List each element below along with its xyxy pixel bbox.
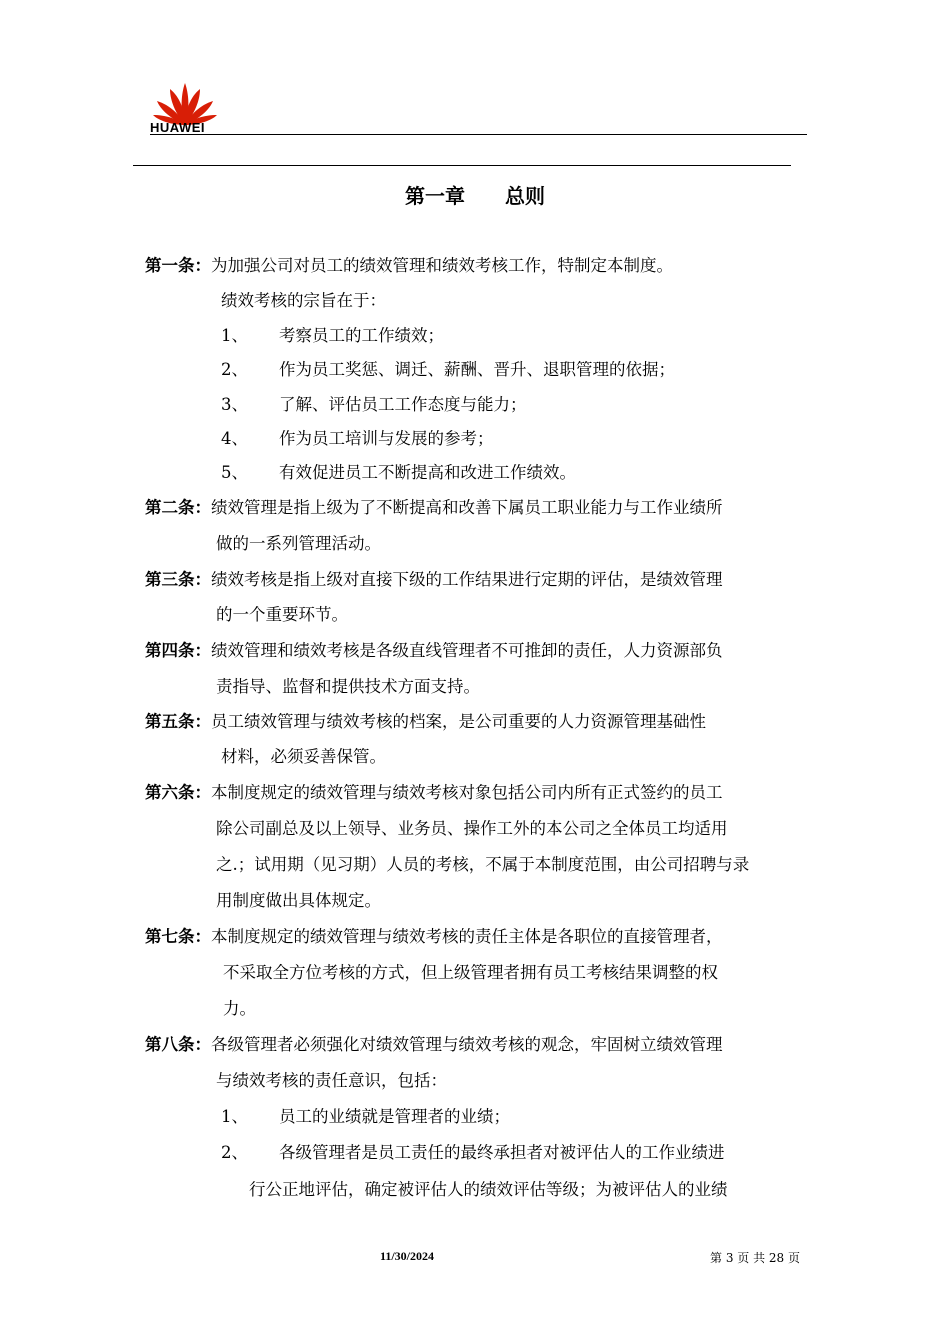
article-1 <box>145 255 673 277</box>
article-label: 第七条： <box>145 927 211 946</box>
article-text: 绩效管理是指上级为了不断提高和改善下属员工职业能力与工作业绩所 <box>211 498 723 517</box>
article-8 <box>145 1034 723 1056</box>
chapter-title: 总则 <box>505 184 545 208</box>
article-text-cont: 除公司副总及以上领导、业务员、操作工外的本公司之全体员工均适用 <box>216 819 728 838</box>
article-text-cont: 责指导、监督和提供技术方面支持。 <box>216 677 480 696</box>
article-label: 第三条： <box>145 570 211 589</box>
article-2 <box>145 497 723 519</box>
list-item-text: 作为员工培训与发展的参考； <box>279 429 494 448</box>
list-item <box>221 359 675 381</box>
list-item-text: 了解、评估员工工作态度与能力； <box>279 395 527 414</box>
list-item-text: 作为员工奖惩、调迁、薪酬、晋升、退职管理的依据； <box>279 360 675 379</box>
list-item-text: 员工的业绩就是管理者的业绩； <box>279 1107 510 1126</box>
article-text-cont: 做的一系列管理活动。 <box>216 534 381 553</box>
article-4 <box>145 640 723 662</box>
list-item-number: 4、 <box>221 429 248 448</box>
article-text-cont: 的一个重要环节。 <box>216 605 348 624</box>
article-text-cont: 力。 <box>223 999 256 1018</box>
article-3 <box>145 569 723 591</box>
article-text: 员工绩效管理与绩效考核的档案，是公司重要的人力资源管理基础性 <box>211 712 706 731</box>
list-item-number: 1、 <box>221 326 248 345</box>
page-number: 第 3 页 共 28 页 <box>710 1251 800 1265</box>
article-label: 第四条： <box>145 641 211 660</box>
article-6 <box>145 782 723 804</box>
article-text-cont: 不采取全方位考核的方式，但上级管理者拥有员工考核结果调整的权 <box>223 963 718 982</box>
list-item-number: 2、 <box>221 1143 248 1162</box>
header-rule <box>150 134 807 135</box>
article-label: 第二条： <box>145 498 211 517</box>
list-item <box>221 428 494 450</box>
article-5 <box>145 711 706 733</box>
article-text: 绩效管理和绩效考核是各级直线管理者不可推卸的责任，人力资源部负 <box>211 641 723 660</box>
list-item-text: 各级管理者是员工责任的最终承担者对被评估人的工作业绩进 <box>279 1143 725 1162</box>
list-item <box>221 325 444 347</box>
article-label: 第八条： <box>145 1035 211 1054</box>
list-item-number: 5、 <box>221 463 248 482</box>
list-item <box>221 1106 510 1128</box>
list-item <box>221 1142 725 1164</box>
header-rule-secondary <box>133 165 791 166</box>
article-text: 为加强公司对员工的绩效管理和绩效考核工作，特制定本制度。 <box>211 256 673 275</box>
article-7 <box>145 926 723 948</box>
list-item-number: 3、 <box>221 395 248 414</box>
logo-wordmark: HUAWEI <box>150 120 205 135</box>
list-item <box>221 394 527 416</box>
list-item-number: 2、 <box>221 360 248 379</box>
article-text: 本制度规定的绩效管理与绩效考核的责任主体是各职位的直接管理者， <box>211 927 723 946</box>
article-text: 绩效考核是指上级对直接下级的工作结果进行定期的评估，是绩效管理 <box>211 570 723 589</box>
chapter-heading <box>0 180 950 209</box>
list-item-text: 考察员工的工作绩效； <box>279 326 444 345</box>
article-label: 第六条： <box>145 783 211 802</box>
article-text-cont: 之.；试用期（见习期）人员的考核，不属于本制度范围，由公司招聘与录 <box>216 855 750 874</box>
article-text: 各级管理者必须强化对绩效管理与绩效考核的观念，牢固树立绩效管理 <box>211 1035 723 1054</box>
list-item <box>221 462 576 484</box>
list-item-number: 1、 <box>221 1107 248 1126</box>
article-text-cont: 用制度做出具体规定。 <box>216 891 381 910</box>
list-item-cont: 行公正地评估，确定被评估人的绩效评估等级；为被评估人的业绩 <box>249 1180 728 1199</box>
footer-date: 11/30/2024 <box>380 1249 435 1263</box>
list-item-text: 有效促进员工不断提高和改进工作绩效。 <box>279 463 576 482</box>
chapter-number: 第一章 <box>405 184 465 208</box>
article-text-cont: 与绩效考核的责任意识，包括： <box>216 1071 447 1090</box>
article-1-intro: 绩效考核的宗旨在于： <box>221 291 386 310</box>
article-text: 本制度规定的绩效管理与绩效考核对象包括公司内所有正式签约的员工 <box>211 783 723 802</box>
article-label: 第一条： <box>145 256 211 275</box>
article-text-cont: 材料，必须妥善保管。 <box>221 747 386 766</box>
article-label: 第五条： <box>145 712 211 731</box>
